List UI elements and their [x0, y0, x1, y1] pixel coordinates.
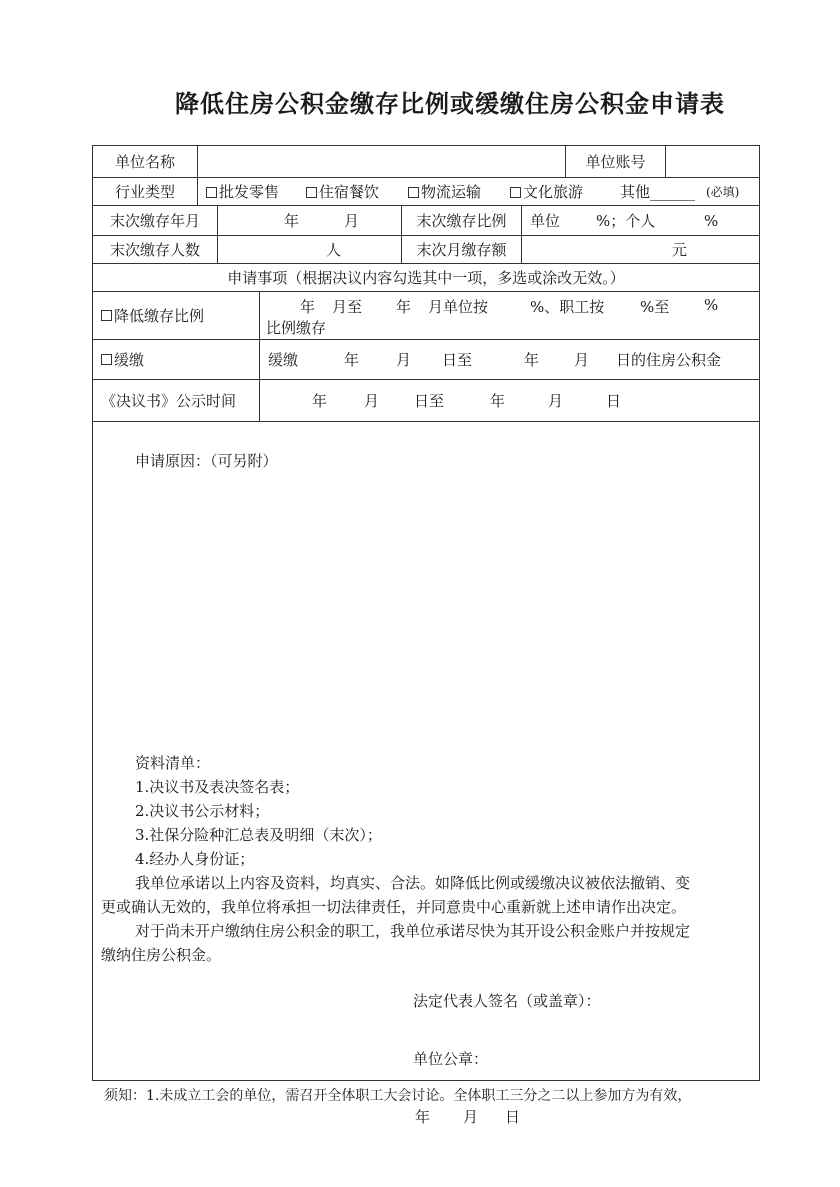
last-amount-field[interactable]: 元 — [521, 236, 759, 263]
defer-detail[interactable]: 缓缴 年 月 日至 年 月 日的住房公积金 — [259, 340, 759, 379]
publicity-time-detail[interactable]: 年 月 日至 年 月 日 — [259, 380, 759, 421]
date-month: 月 — [463, 1108, 479, 1126]
option-wholesale-retail[interactable]: 批发零售 — [206, 181, 279, 202]
row-defer — [93, 340, 759, 380]
checkbox-icon[interactable] — [101, 310, 112, 321]
row-publicity-time — [93, 380, 759, 422]
option-other[interactable]: 其他______ — [620, 183, 696, 201]
last-ratio-label: 末次缴存比例 — [401, 206, 521, 235]
last-month-label: 末次缴存年月 — [109, 212, 200, 230]
promise-text-2a: 对于尚未开户缴纳住房公积金的职工，我单位承诺尽快为其开设公积金账户并按规定 — [135, 922, 691, 940]
date-day: 日 — [505, 1108, 521, 1126]
promise-text-2b: 缴纳住房公积金。 — [101, 946, 222, 964]
industry-label: 行业类型 — [114, 183, 175, 201]
last-amount-label: 末次月缴存额 — [401, 236, 521, 263]
option-hotel-catering[interactable]: 住宿餐饮 — [306, 181, 379, 202]
material-item: 3.社保分险种汇总表及明细（末次）； — [135, 826, 382, 844]
row-last-month — [93, 206, 759, 236]
checkbox-icon[interactable] — [306, 187, 317, 198]
last-count-field[interactable]: 人 — [217, 236, 401, 263]
material-item: 2.决议书公示材料； — [135, 802, 270, 820]
row-last-count — [93, 236, 759, 264]
form-title: 降低住房公积金缴存比例或缓缴住房公积金申请表 — [175, 89, 725, 118]
publicity-time-label: 《决议书》公示时间 — [101, 392, 237, 410]
industry-options — [197, 178, 759, 205]
last-ratio-field[interactable]: 单位 %；个人 % — [521, 206, 759, 235]
promise-text-1b: 更或确认无效的，我单位将承担一切法律责任，并同意贵中心重新就上述申请作出决定。 — [101, 898, 687, 916]
row-apply-items — [93, 264, 759, 292]
unit-name-label: 单位名称 — [114, 153, 175, 171]
row-reduce-ratio — [93, 292, 759, 340]
material-item: 4.经办人身份证； — [135, 850, 255, 868]
promise-text-1a: 我单位承诺以上内容及资料，均真实、合法。如降低比例或缓缴决议被依法撤销、变 — [135, 874, 691, 892]
legal-rep-signature[interactable]: 法定代表人签名（或盖章）： — [413, 992, 601, 1010]
apply-items-heading: 申请事项（根据决议内容勾选其中一项，多选或涂改无效。） — [227, 269, 625, 287]
unit-seal[interactable]: 单位公章： — [413, 1050, 489, 1068]
last-month-field[interactable]: 年 月 — [217, 206, 401, 235]
row-unit-info — [93, 146, 759, 178]
unit-account-label: 单位账号 — [565, 146, 665, 177]
option-logistics[interactable]: 物流运输 — [408, 181, 481, 202]
checkbox-icon[interactable] — [408, 187, 419, 198]
checkbox-icon[interactable] — [206, 187, 217, 198]
option-culture-tourism[interactable]: 文化旅游 — [510, 181, 583, 202]
material-item: 1.决议书及表决签名表； — [135, 778, 300, 796]
unit-account-field[interactable] — [665, 146, 759, 177]
required-note: (必填) — [706, 185, 740, 199]
checkbox-icon[interactable] — [510, 187, 521, 198]
reason-label: 申请原因：（可另附） — [135, 452, 278, 470]
reduce-ratio-detail[interactable]: 年 月至 年 月单位按 %、职工按 %至 % 比例缴存 — [259, 292, 759, 339]
reduce-ratio-option[interactable]: 降低缴存比例 — [93, 292, 259, 339]
materials-title: 资料清单： — [135, 754, 211, 772]
footer-note: 须知：1.未成立工会的单位，需召开全体职工大会讨论。全体职工三分之二以上参加方为有效， — [104, 1088, 692, 1104]
date-year: 年 — [415, 1108, 431, 1126]
unit-name-field[interactable] — [197, 146, 565, 177]
checkbox-icon[interactable] — [101, 354, 112, 365]
defer-option[interactable]: 缓缴 — [93, 340, 259, 379]
last-count-label: 末次缴存人数 — [109, 241, 200, 259]
row-industry — [93, 178, 759, 206]
